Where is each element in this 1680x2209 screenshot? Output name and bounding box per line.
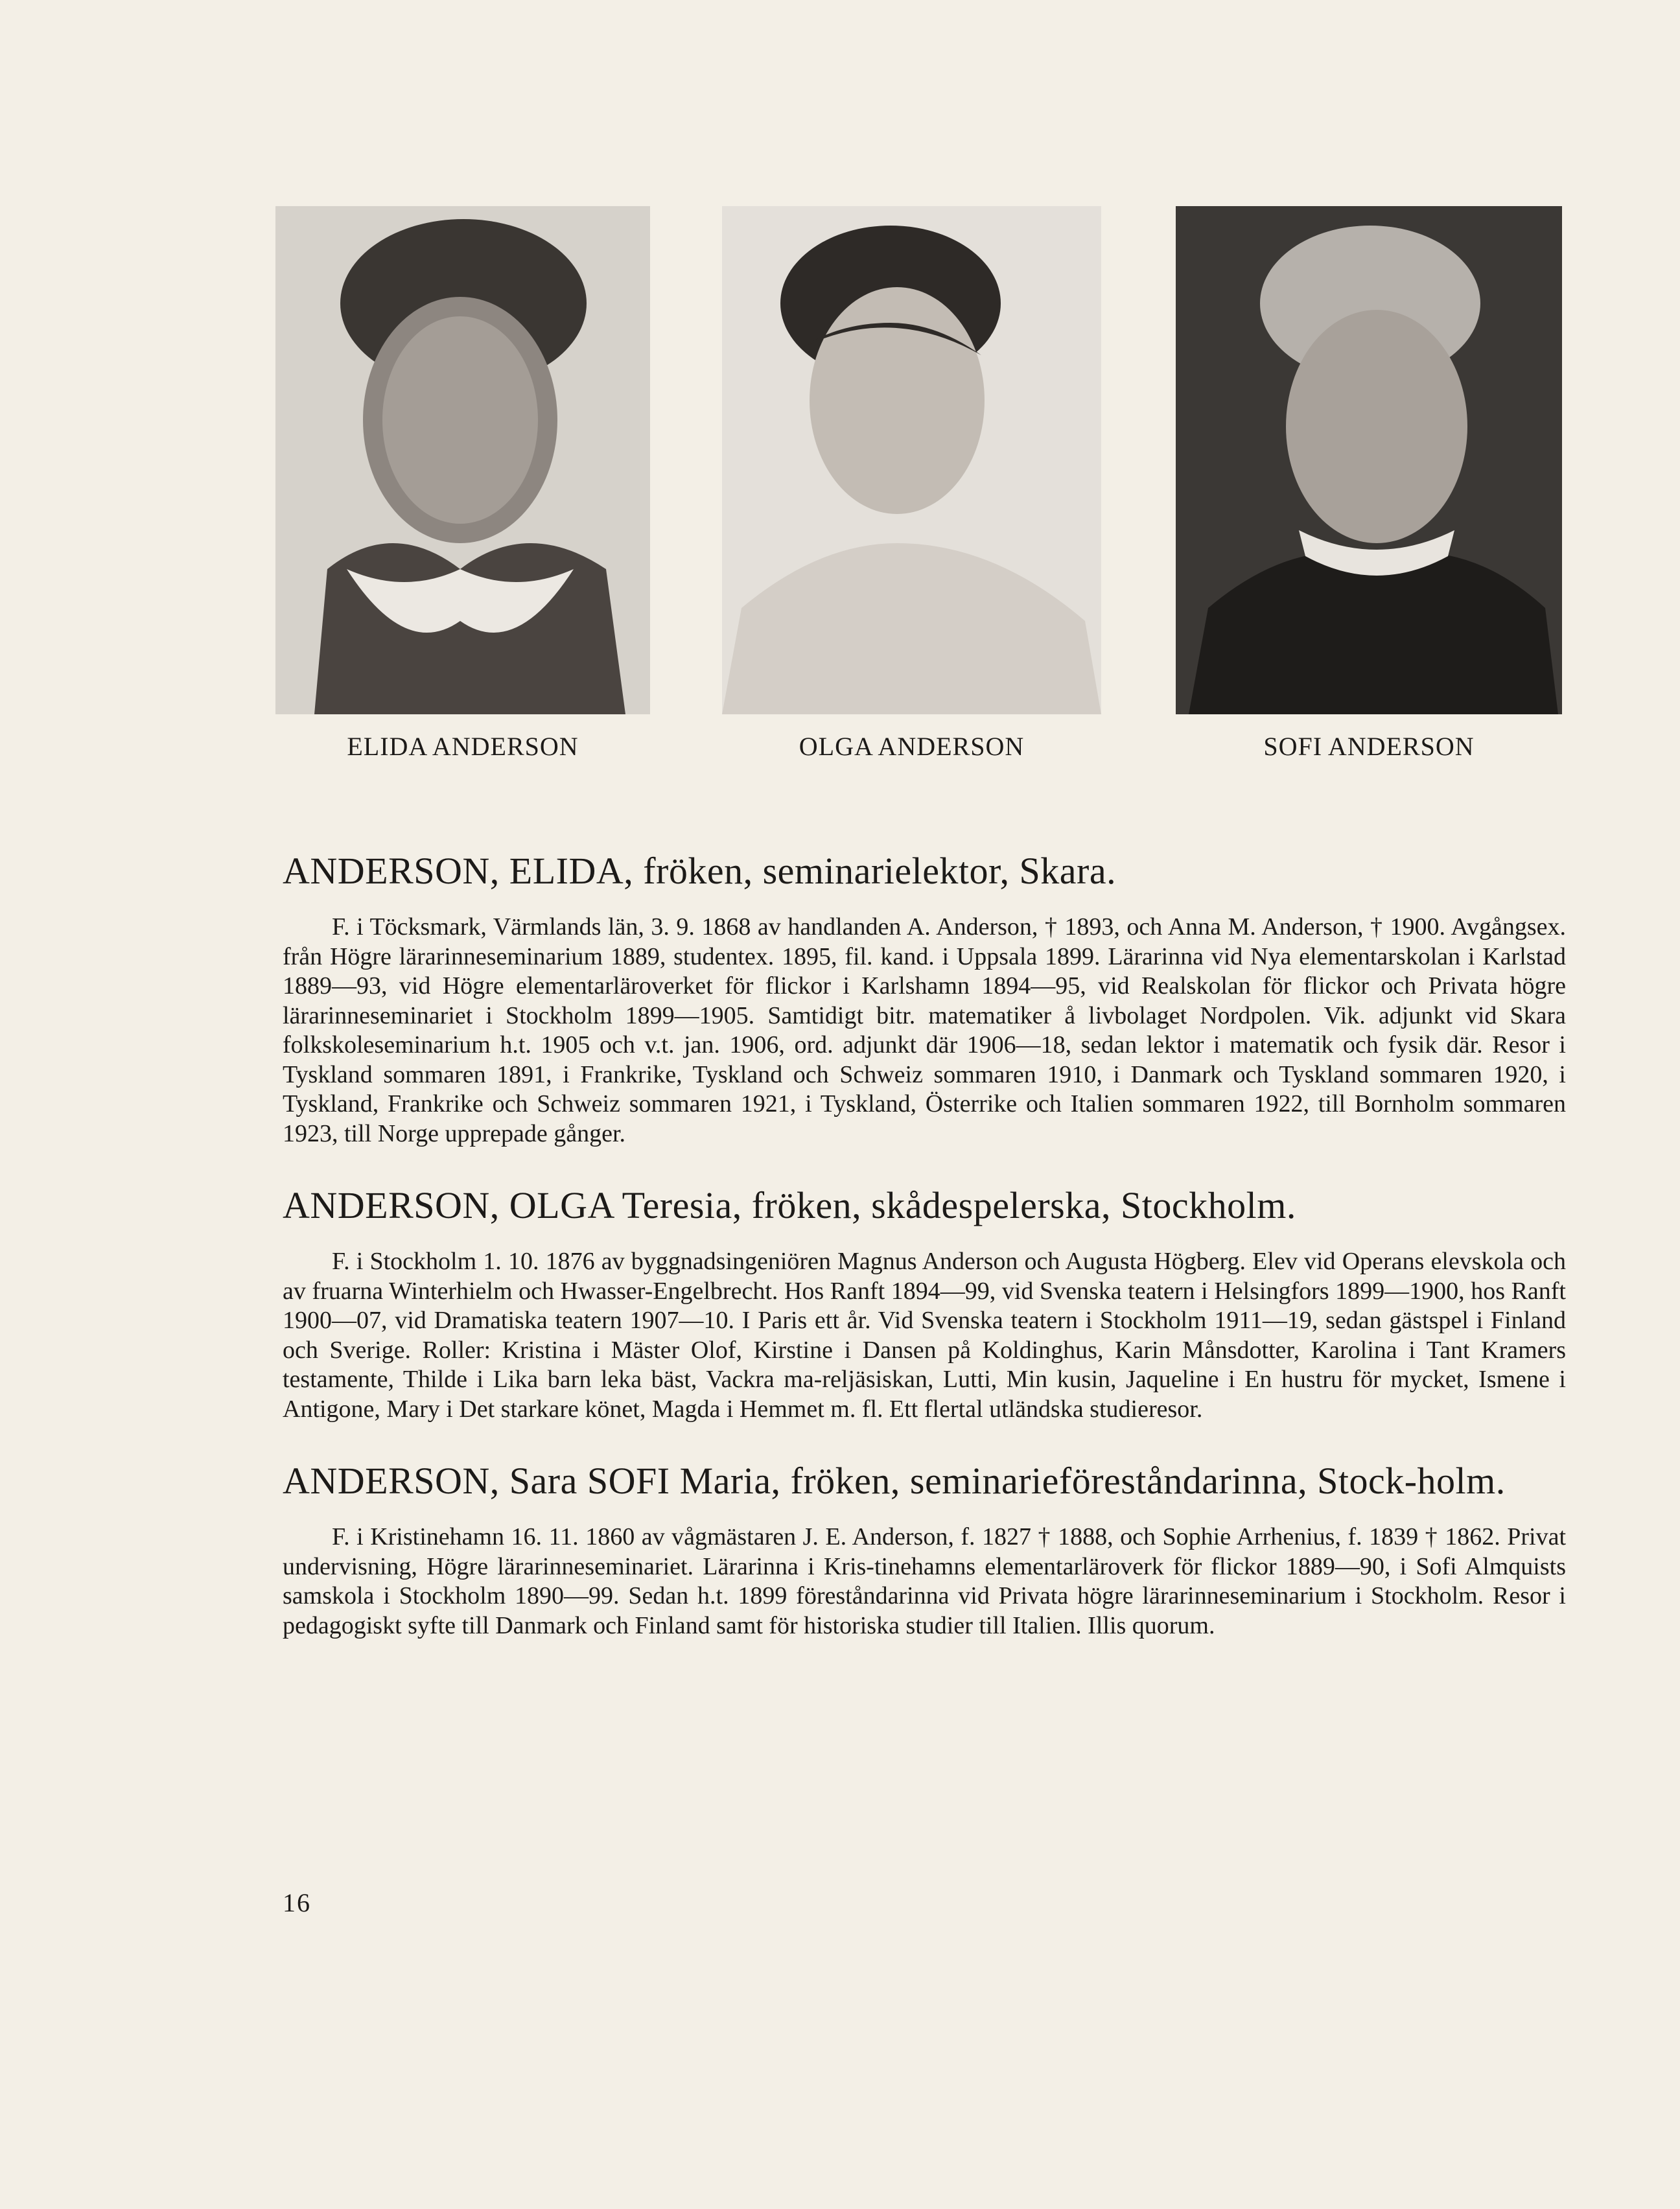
entry-heading: ANDERSON, ELIDA, fröken, seminarielektor, Skara. bbox=[283, 850, 1117, 892]
entry-body: F. i Töcksmark, Värmlands län, 3. 9. 1868 av handlanden A. Anderson, † 1893, och Anna M. Anderson, † 1900. Avgångsex. från Högre lärarinneseminarium 1889, studentex. 1895, fil. kand. i Uppsala 1899. Lärarinna vid Nya elementarskolan i Karlstad 1889—93, vid Högre elementarläroverket för flickor i Karlshamn 1894—95, vid Realskolan för flickor och Privata högre lärarinneseminariet i Stockholm 1899—1905. Samtidigt bitr. matematiker å livbolaget Nordpolen. Vik. adjunkt vid Skara folkskoleseminarium h.t. 1905 och v.t. jan. 1906, ord. adjunkt där 1906—18, sedan lektor i matematik och fysik där. Resor i Tyskland sommaren 1891, i Frankrike, Tyskland och Schweiz sommaren 1910, i Danmark och Tyskland sommaren 1920, i Tyskland, Frankrike och Schweiz sommaren 1921, i Tyskland, Österrike och Italien sommaren 1922, till Bornholm sommaren 1923, till Norge upprepade gånger. bbox=[283, 913, 1566, 1147]
entry-body: F. i Kristinehamn 16. 11. 1860 av vågmästaren J. E. Anderson, f. 1827 † 1888, och Sophie Arrhenius, f. 1839 † 1862. Privat undervisning, Högre lärarinneseminariet. Lärarinna i Kris-tinehamns elementarläroverk för flickor 1889—90, i Sofi Almquists samskola i Stockholm 1890—99. Sedan h.t. 1899 föreståndarinna vid Privata högre lärarinneseminarium i Stockholm. Resor i pedagogiskt syfte till Danmark och Finland samt för historiska studier till Italien. Illis quorum. bbox=[283, 1523, 1566, 1639]
portrait-photo-elida bbox=[275, 206, 650, 714]
portrait-image bbox=[1176, 206, 1562, 714]
page-number: 16 bbox=[283, 1888, 311, 1917]
biography-entry bbox=[283, 849, 1566, 1149]
portrait-image bbox=[722, 206, 1101, 714]
portrait-photo-sofi bbox=[1176, 206, 1562, 714]
biography-entry bbox=[283, 1459, 1566, 1641]
entry-heading: ANDERSON, OLGA Teresia, fröken, skådespelerska, Stockholm. bbox=[283, 1184, 1296, 1226]
portrait-caption: OLGA ANDERSON bbox=[799, 732, 1025, 761]
portrait-caption: SOFI ANDERSON bbox=[1263, 732, 1475, 761]
biography-entries bbox=[283, 849, 1566, 1676]
portrait-image bbox=[275, 206, 650, 714]
biography-entry bbox=[283, 1184, 1566, 1424]
entry-body: F. i Stockholm 1. 10. 1876 av byggnadsingeniören Magnus Anderson och Augusta Högberg. Elev vid Operans elevskola och av fruarna Winterhielm och Hwasser-Engelbrecht. Hos Ranft 1894—99, vid Svenska teatern i Helsingfors 1899—1900, hos Ranft 1900—07, vid Dramatiska teatern 1907—10. I Paris ett år. Vid Svenska teatern i Stockholm 1911—19, sedan gästspel i Finland och Sverige. Roller: Kristina i Mäster Olof, Kirstine i Dansen på Koldinghus, Karin Månsdotter, Karolina i Tant Kramers testamente, Thilde i Lika barn leka bäst, Vackra ma-reljäsiskan, Lutti, Min kusin, Jaqueline i En hustru för mycket, Ismene i Antigone, Mary i Det starkare könet, Magda i Hemmet m. fl. Ett flertal utländska studieresor. bbox=[283, 1248, 1566, 1423]
portrait-caption: ELIDA ANDERSON bbox=[347, 732, 579, 761]
entry-heading: ANDERSON, Sara SOFI Maria, fröken, seminarieföreståndarinna, Stock-holm. bbox=[283, 1460, 1506, 1502]
portrait-photo-olga bbox=[722, 206, 1101, 714]
